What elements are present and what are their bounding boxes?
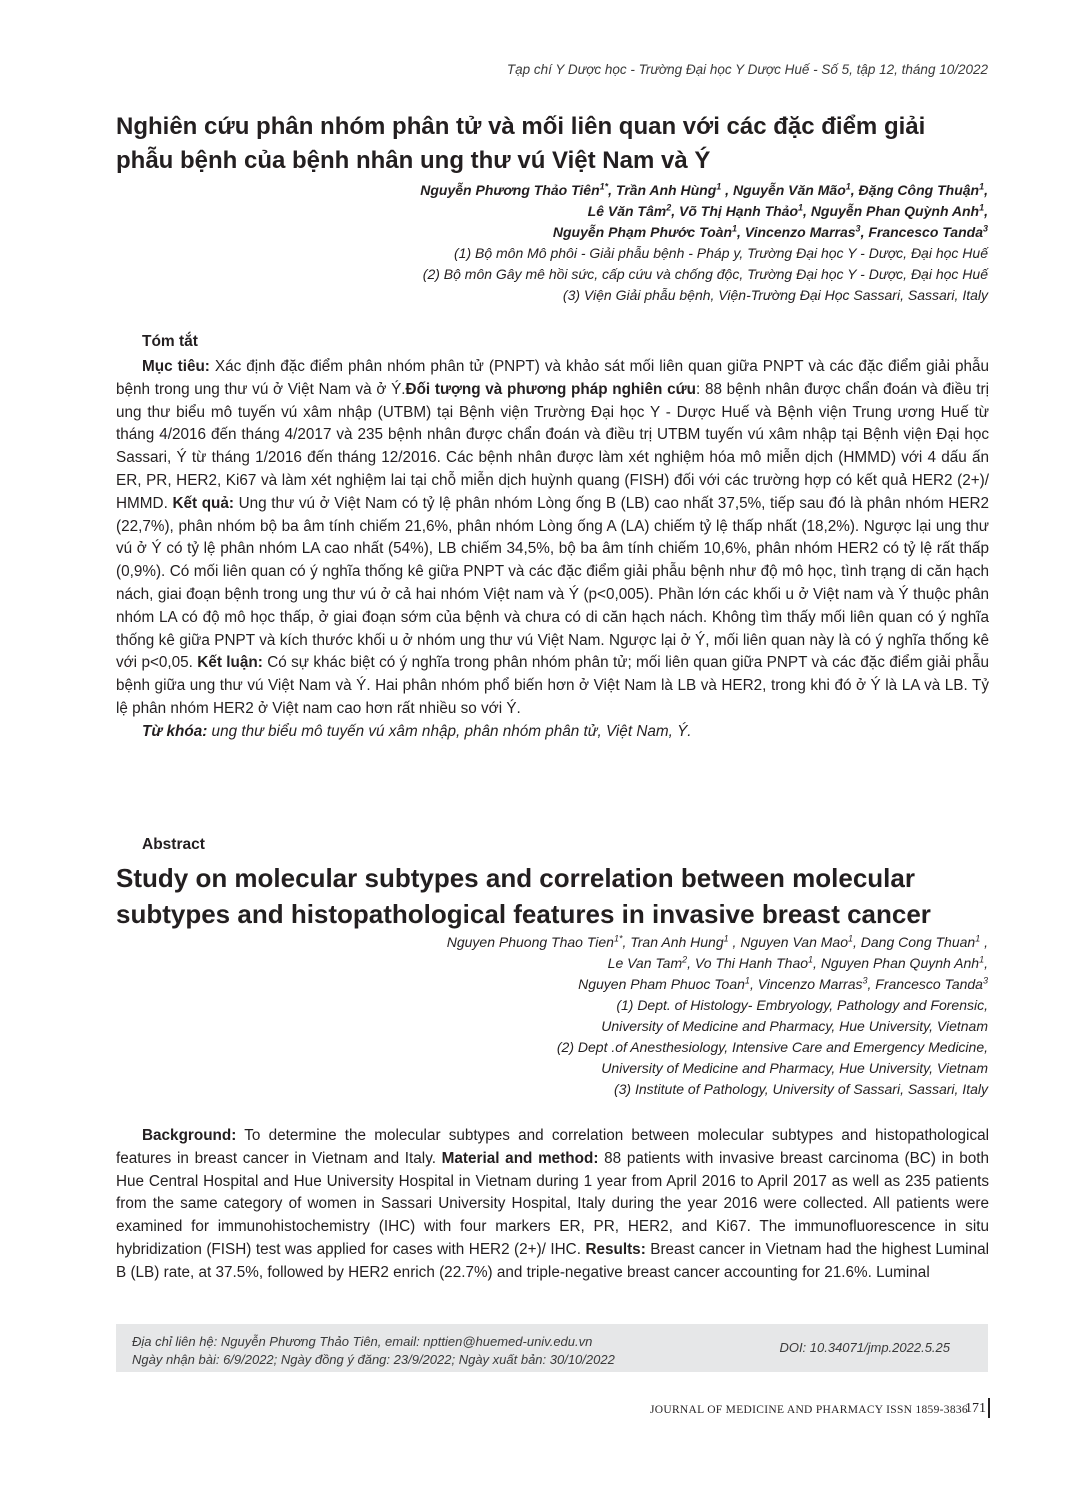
footer-contact-box [116,1324,988,1372]
objective-label: Mục tiêu: [142,358,210,375]
background-text: To determine the molecular subtypes and correlation between molecular subtypes and histopathological features in breast cancer in Vietnam and Italy. [116,1127,989,1167]
conclusion-text: Có sự khác biệt có ý nghĩa trong phân nhóm phân tử; mối liên quan giữa PNPT và các đặc điểm giải phẫu bệnh giữa ung thư vú Việt Nam và Ý. Hai phân nhóm phổ biến hơn ở Việt Nam là LB và HER2, trong khi đó ở Ý là LA và LB. Tỷ lệ phân nhóm HER2 ở Việt nam cao hơn rất nhiều so với Ý. [116,654,990,717]
author-line: Nguyen Pham Phuoc Toan$^1$, Vincenzo Marras$^3$, Francesco Tanda$^3$ [578,975,988,992]
author-line: Lê Văn Tâm$^2$, Võ Thị Hạnh Thảo$^1$, Nguyễn Phan Quỳnh Anh$^1$, [587,202,988,219]
vietnamese-authors [420,180,988,306]
results-text: Ung thư vú ở Việt Nam có tỷ lệ phân nhóm Lòng ống B (LB) cao nhất 37,5%, tiếp sau đó là phân nhóm HER2 (22,7%), phân nhóm bộ ba âm tính chiếm 21,6%, phân nhóm Lòng ống A (LA) chiếm tỷ lệ thấp nhất (18,2%). Ngược lại ung thư vú ở Ý có tỷ lệ phân nhóm LA cao nhất (54%), LB chiếm 34,5%, bộ ba âm tính chiếm 10,6%, phân nhóm HER2 có tỷ lệ rất thấp (0,9%). Có mối liên quan có ý nghĩa thống kê giữa PNPT và các đặc điểm giải phẫu bệnh như độ mô học, tình trạng di căn hạch nách, giai đoạn bệnh trong ung thư vú ở cả hai nhóm Việt nam và Ý (p<0,005). Phần lớn các khối u ở Việt nam và Ý thuộc phân nhóm LA có độ mô học thấp, ở giai đoạn sớm của bệnh và chưa có di căn hạch nách. Không tìm thấy mối liên quan có ý nghĩa thống kê giữa PNPT và kích thước khối u ở nhóm ung thư vú Việt Nam. Ngược lại ở Ý, mối liên quan này là có ý nghĩa thống kê với p<0,05. [116,494,989,672]
affiliation-line: (1) Dept. of Histology- Embryology, Pathology and Forensic, [616,997,988,1013]
results-text: Breast cancer in Vietnam had the highest Luminal B (LB) rate, at 37.5%, followed by HER2 enrich (22.7%) and triple-negative breast cancer accounting for 21.6%. Luminal [116,1240,989,1281]
english-abstract [116,1125,989,1285]
methods-label: Đối tượng và phương pháp nghiên cứu [405,380,696,398]
vietnamese-title-line: phẫu bệnh của bệnh nhân ung thư vú Việt Nam và Ý [116,147,711,174]
summary-heading: Tóm tắt [142,333,198,350]
doi: DOI: 10.34071/jmp.2022.5.25 [779,1340,950,1355]
abstract-heading: Abstract [142,836,205,853]
methods-text: : 88 bệnh nhân được chẩn đoán và điều trị ung thư biểu mô tuyến vú xâm nhập (UTBM) tại Bệnh viện Trường Đại học Y - Dược Huế và Bệnh viện Trung ương Huế từ tháng 4/2016 đến tháng 4/2017 và 235 bệnh nhân được chẩn đoán và điều trị UTBM tuyến vú xâm nhập tại Bệnh viện Đại học Sassari, Ý từ tháng 1/2016 đến tháng 12/2016. Các bệnh nhân được làm xét nghiệm hóa mô miễn dịch (HMMD) với 4 dấu ấn ER, PR, HER2, Ki67 và làm xét nghiệm lai tại chỗ miễn dịch huỳnh quang (FISH) đối với các trường hợp có kết quả HER2 (2+)/ HMMD. [116,380,989,512]
journal-name: JOURNAL OF MEDICINE AND PHARMACY ISSN 1859-3836 [649,1404,968,1416]
page-number-bar [988,1398,990,1418]
contact-line: Địa chỉ liên hệ: Nguyễn Phương Thảo Tiên, email: npttien@huemed-univ.edu.vn [132,1334,593,1349]
results-label: Kết quả: [172,494,234,512]
affiliation-line: (1) Bộ môn Mô phôi - Giải phẫu bệnh - Pháp y, Trường Đại học Y - Dược, Đại học Huế [454,245,988,261]
english-title-line: Study on molecular subtypes and correlation between molecular [116,863,915,893]
affiliation-line: (3) Institute of Pathology, University of Sassari, Sassari, Italy [613,1081,988,1097]
method-label: Material and method: [441,1149,599,1167]
author-line: Nguyen Phuong Thao Tien$^{1*}$, Tran Anh Hung$^1$ , Nguyen Van Mao$^1$, Dang Cong Thuan$^1$ , [446,933,988,950]
conclusion-label: Kết luận: [197,654,263,672]
english-title [116,860,996,932]
english-authors [447,932,988,1100]
objective-text: Xác định đặc điểm phân nhóm phân tử (PNPT) và khảo sát mối liên quan giữa PNPT và các đặc điểm giải phẫu bệnh trong ung thư vú ở Việt Nam và ở Ý. [116,358,989,398]
footer-contact [132,1333,615,1368]
author-line: Nguyễn Phạm Phước Toàn$^1$, Vincenzo Marras$^3$, Francesco Tanda$^3$ [552,223,988,240]
keywords-label: Từ khóa: [142,722,208,740]
vietnamese-title-line: Nghiên cứu phân nhóm phân tử và mối liên quan với các đặc điểm giải [116,113,926,140]
running-head: Tạp chí Y Dược học - Trường Đại học Y Dược Huế - Số 5, tập 12, tháng 10/2022 [506,62,988,77]
english-title-line: subtypes and histopathological features in invasive breast cancer [116,899,931,929]
method-text: 88 patients with invasive breast carcinoma (BC) in both Hue Central Hospital and Hue University Hospital in Vietnam during 1 year from April 2016 to April 2017 as well as 235 patients from the same category of women in Sassari University Hospital, Italy during the year 2016 were collected. All patients were examined for immunohistochemistry (IHC) with four markers ER, PR, HER2, and Ki67. The immunofluorescence in situ hybridization (FISH) test was applied for cases with HER2 (2+)/ IHC. [116,1149,989,1258]
affiliation-line: (3) Viện Giải phẫu bệnh, Viện-Trường Đại Học Sassari, Sassari, Italy [562,287,988,303]
author-line: Le Van Tam$^2$, Vo Thi Hanh Thao$^1$, Nguyen Phan Quynh Anh$^1$, [607,954,988,971]
author-line: Nguyễn Phương Thảo Tiên$^{1*}$, Trần Anh Hùng$^1$ , Nguyễn Văn Mão$^1$, Đặng Công Thuận$^1$, [420,181,988,198]
keywords-text: ung thư biểu mô tuyến vú xâm nhập, phân nhóm phân tử, Việt Nam, Ý. [207,722,692,740]
affiliation-line: University of Medicine and Pharmacy, Hue University, Vietnam [601,1018,988,1034]
background-label: Background: [142,1127,237,1144]
vietnamese-abstract [116,356,989,744]
page-number: 171 [965,1401,986,1416]
affiliation-line: (2) Bộ môn Gây mê hồi sức, cấp cứu và chống độc, Trường Đại học Y - Dược, Đại học Huế [422,266,988,282]
dates-line: Ngày nhận bài: 6/9/2022; Ngày đồng ý đăng: 23/9/2022; Ngày xuất bản: 30/10/2022 [132,1351,615,1367]
results-label: Results: [585,1240,646,1258]
affiliation-line: University of Medicine and Pharmacy, Hue University, Vietnam [601,1060,988,1076]
affiliation-line: (2) Dept .of Anesthesiology, Intensive Care and Emergency Medicine, [556,1039,988,1055]
vietnamese-title [116,110,996,178]
